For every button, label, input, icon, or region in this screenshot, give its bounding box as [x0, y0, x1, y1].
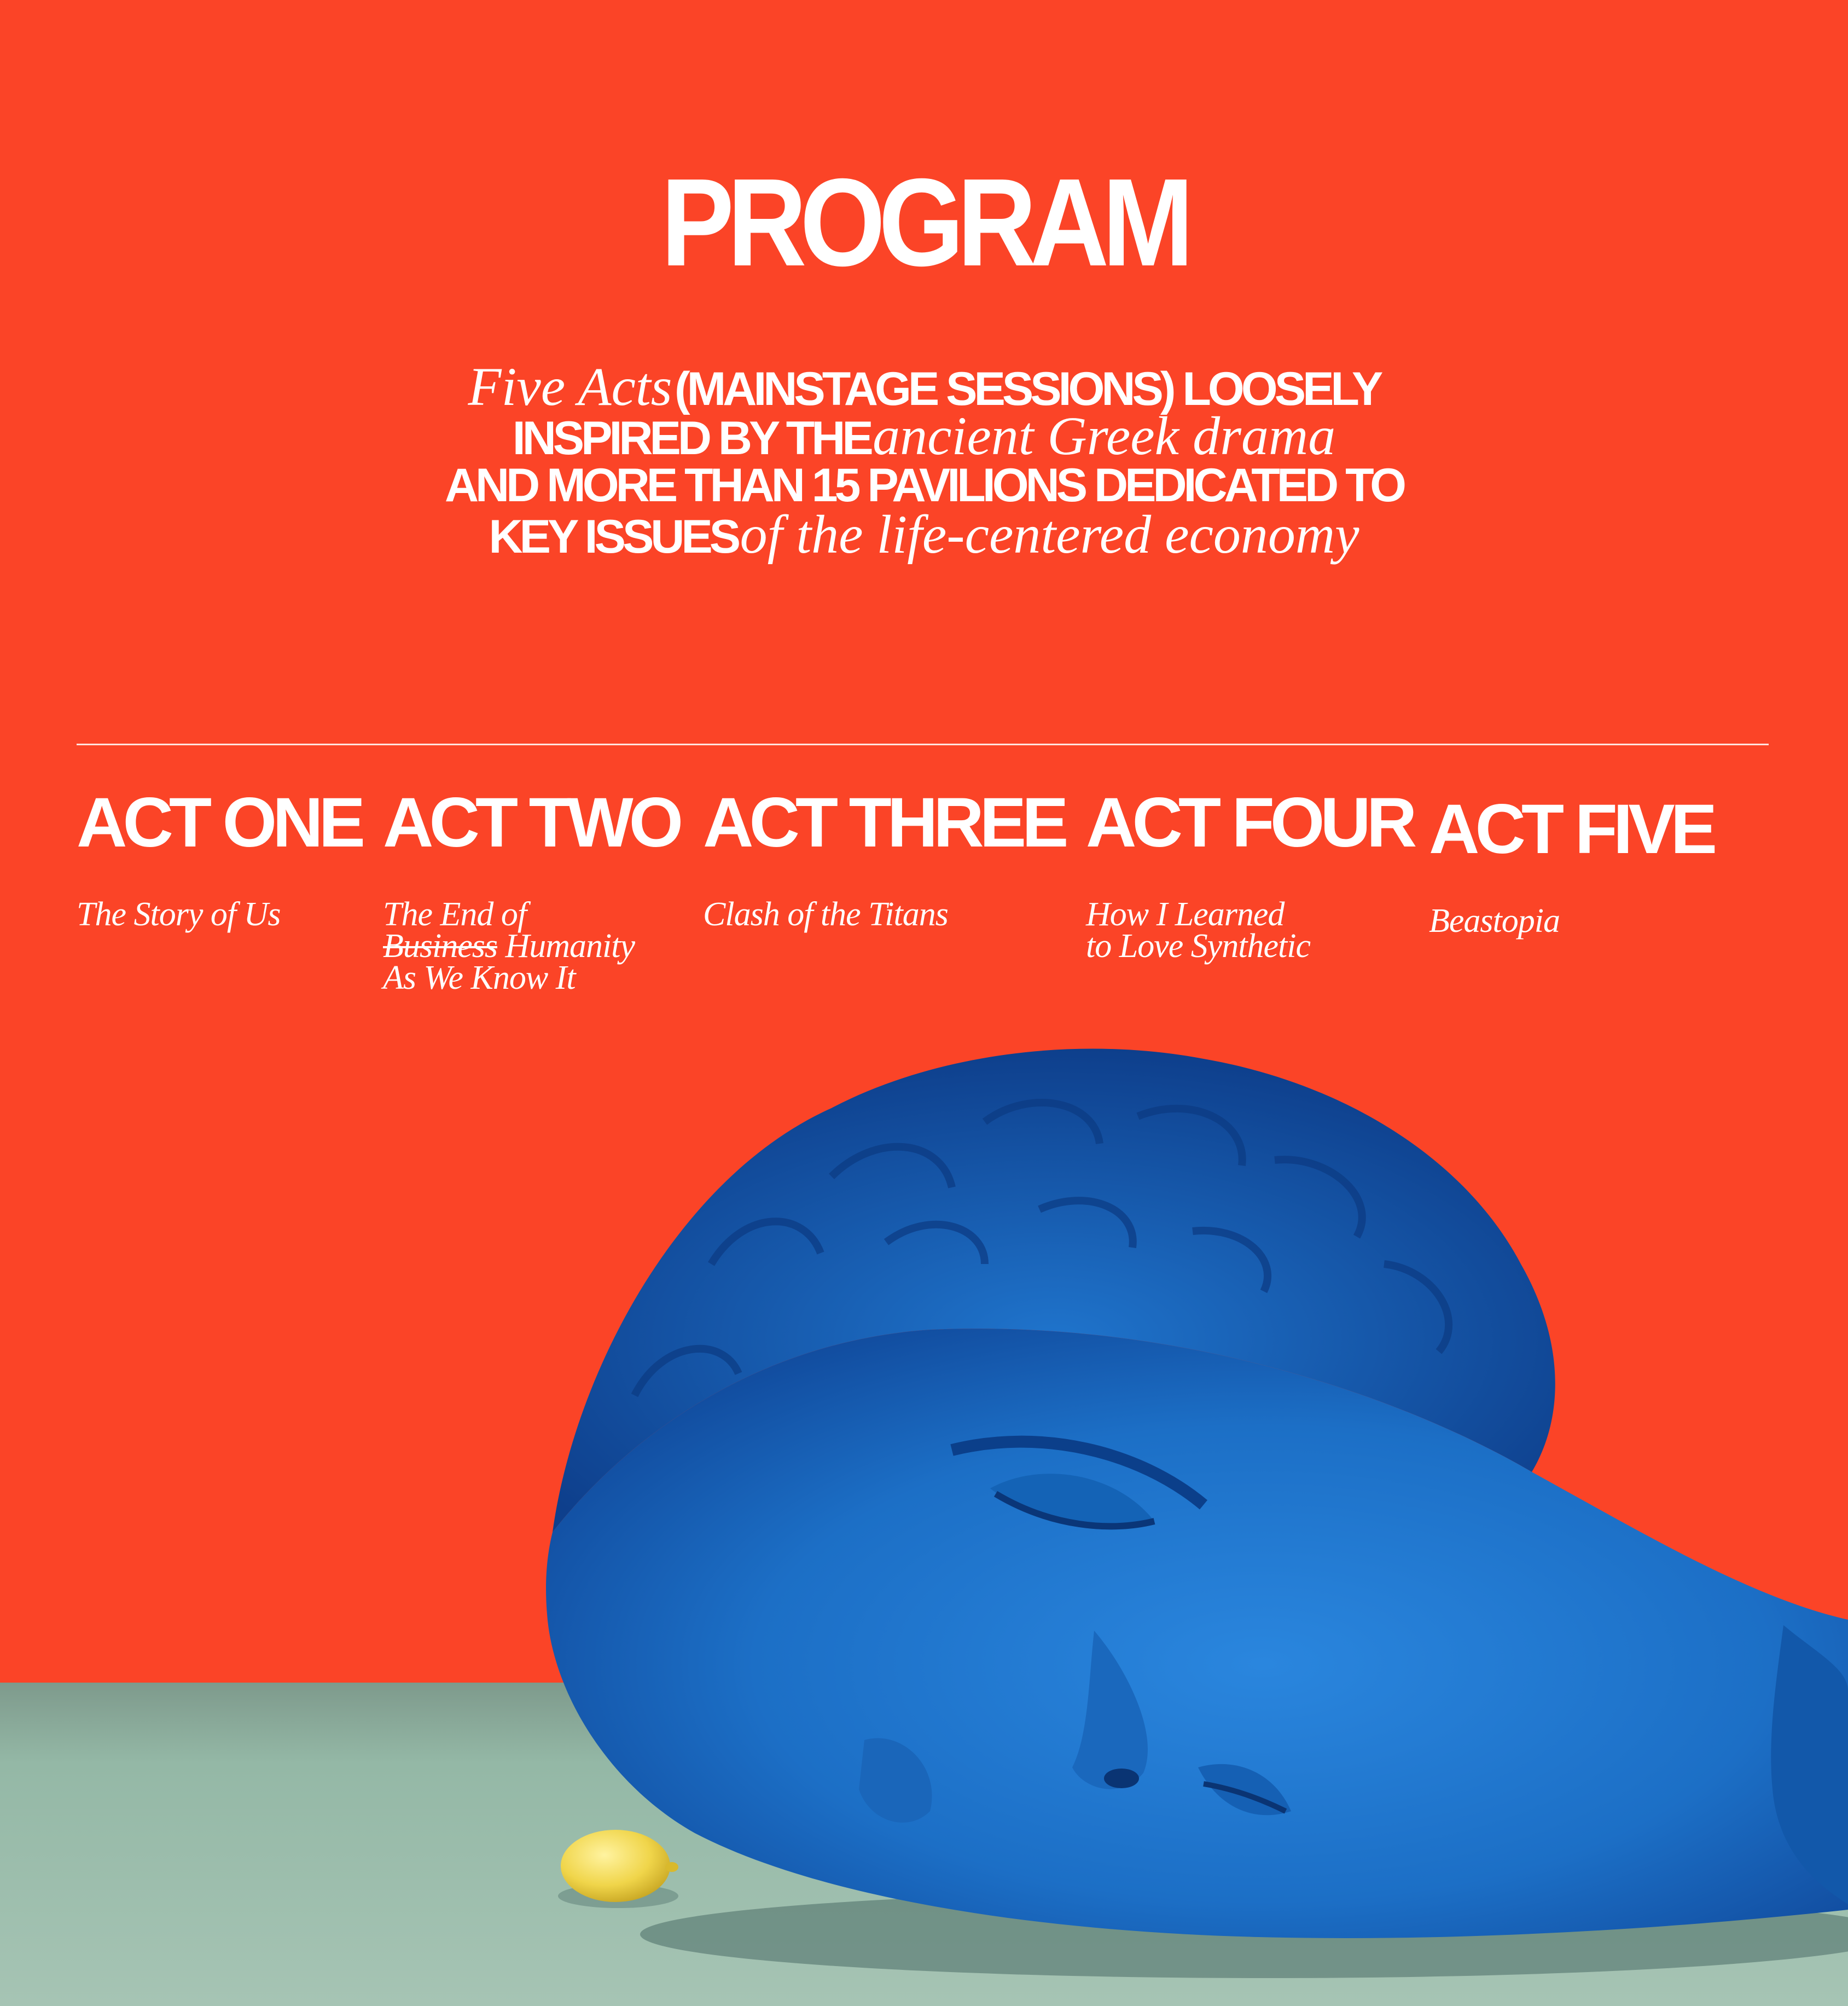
intro-economy: of the life-centered economy	[740, 504, 1359, 565]
page-title: PROGRAM	[661, 153, 1187, 292]
intro-pavilions: AND MORE THAN 15 PAVILIONS DEDICATED TO	[444, 459, 1404, 512]
act-five[interactable]	[1429, 790, 1713, 940]
act-four-subtitle-line-1: How I Learned	[1086, 896, 1285, 933]
act-one[interactable]	[77, 784, 361, 933]
intro-greek-drama: ancient Greek drama	[873, 405, 1336, 466]
act-four-subtitle-line-2: to Love Synthetic	[1086, 927, 1310, 965]
intro-mainstage: (MAINSTAGE SESSIONS) LOOSELY	[675, 363, 1380, 415]
intro-line-2	[432, 405, 1416, 466]
intro-line-3	[432, 461, 1416, 510]
act-one-label: ACT ONE	[77, 784, 361, 862]
act-three[interactable]	[703, 784, 1065, 933]
act-three-subtitle-line: Clash of the Titans	[703, 896, 948, 933]
act-two-subtitle-line-1: The End of	[383, 896, 527, 933]
act-five-subtitle	[1429, 902, 1713, 940]
intro-line-4	[432, 504, 1416, 565]
act-four-label: ACT FOUR	[1086, 784, 1413, 862]
intro-five-acts: Five Acts	[468, 356, 672, 417]
act-two-subtitle-line-3: As We Know It	[383, 959, 576, 996]
act-two-struck-word: Business	[383, 927, 497, 965]
act-five-subtitle-line: Beastopia	[1429, 902, 1560, 940]
act-two-subtitle-line-2	[383, 927, 679, 965]
act-two-label: ACT TWO	[383, 784, 679, 862]
act-five-label: ACT FIVE	[1429, 790, 1713, 868]
act-two-humanity: Humanity	[505, 927, 635, 965]
lemon	[561, 1830, 670, 1902]
act-one-subtitle	[77, 896, 361, 933]
act-four[interactable]	[1086, 784, 1413, 965]
act-three-label: ACT THREE	[703, 784, 1065, 862]
act-four-subtitle	[1086, 896, 1413, 965]
statue-nostril	[1104, 1769, 1139, 1788]
statue-artwork	[0, 979, 1848, 2006]
act-one-subtitle-line: The Story of Us	[77, 896, 281, 933]
intro-inspired: INSPIRED BY THE	[512, 412, 870, 465]
act-three-subtitle	[703, 896, 1064, 933]
section-divider	[77, 744, 1769, 745]
statue-face	[546, 1329, 1848, 1938]
intro-key-issues: KEY ISSUES	[489, 511, 738, 563]
lemon-tip	[665, 1862, 678, 1872]
program-intro	[432, 356, 1416, 565]
act-two[interactable]	[383, 784, 679, 996]
intro-line-1	[432, 356, 1416, 417]
